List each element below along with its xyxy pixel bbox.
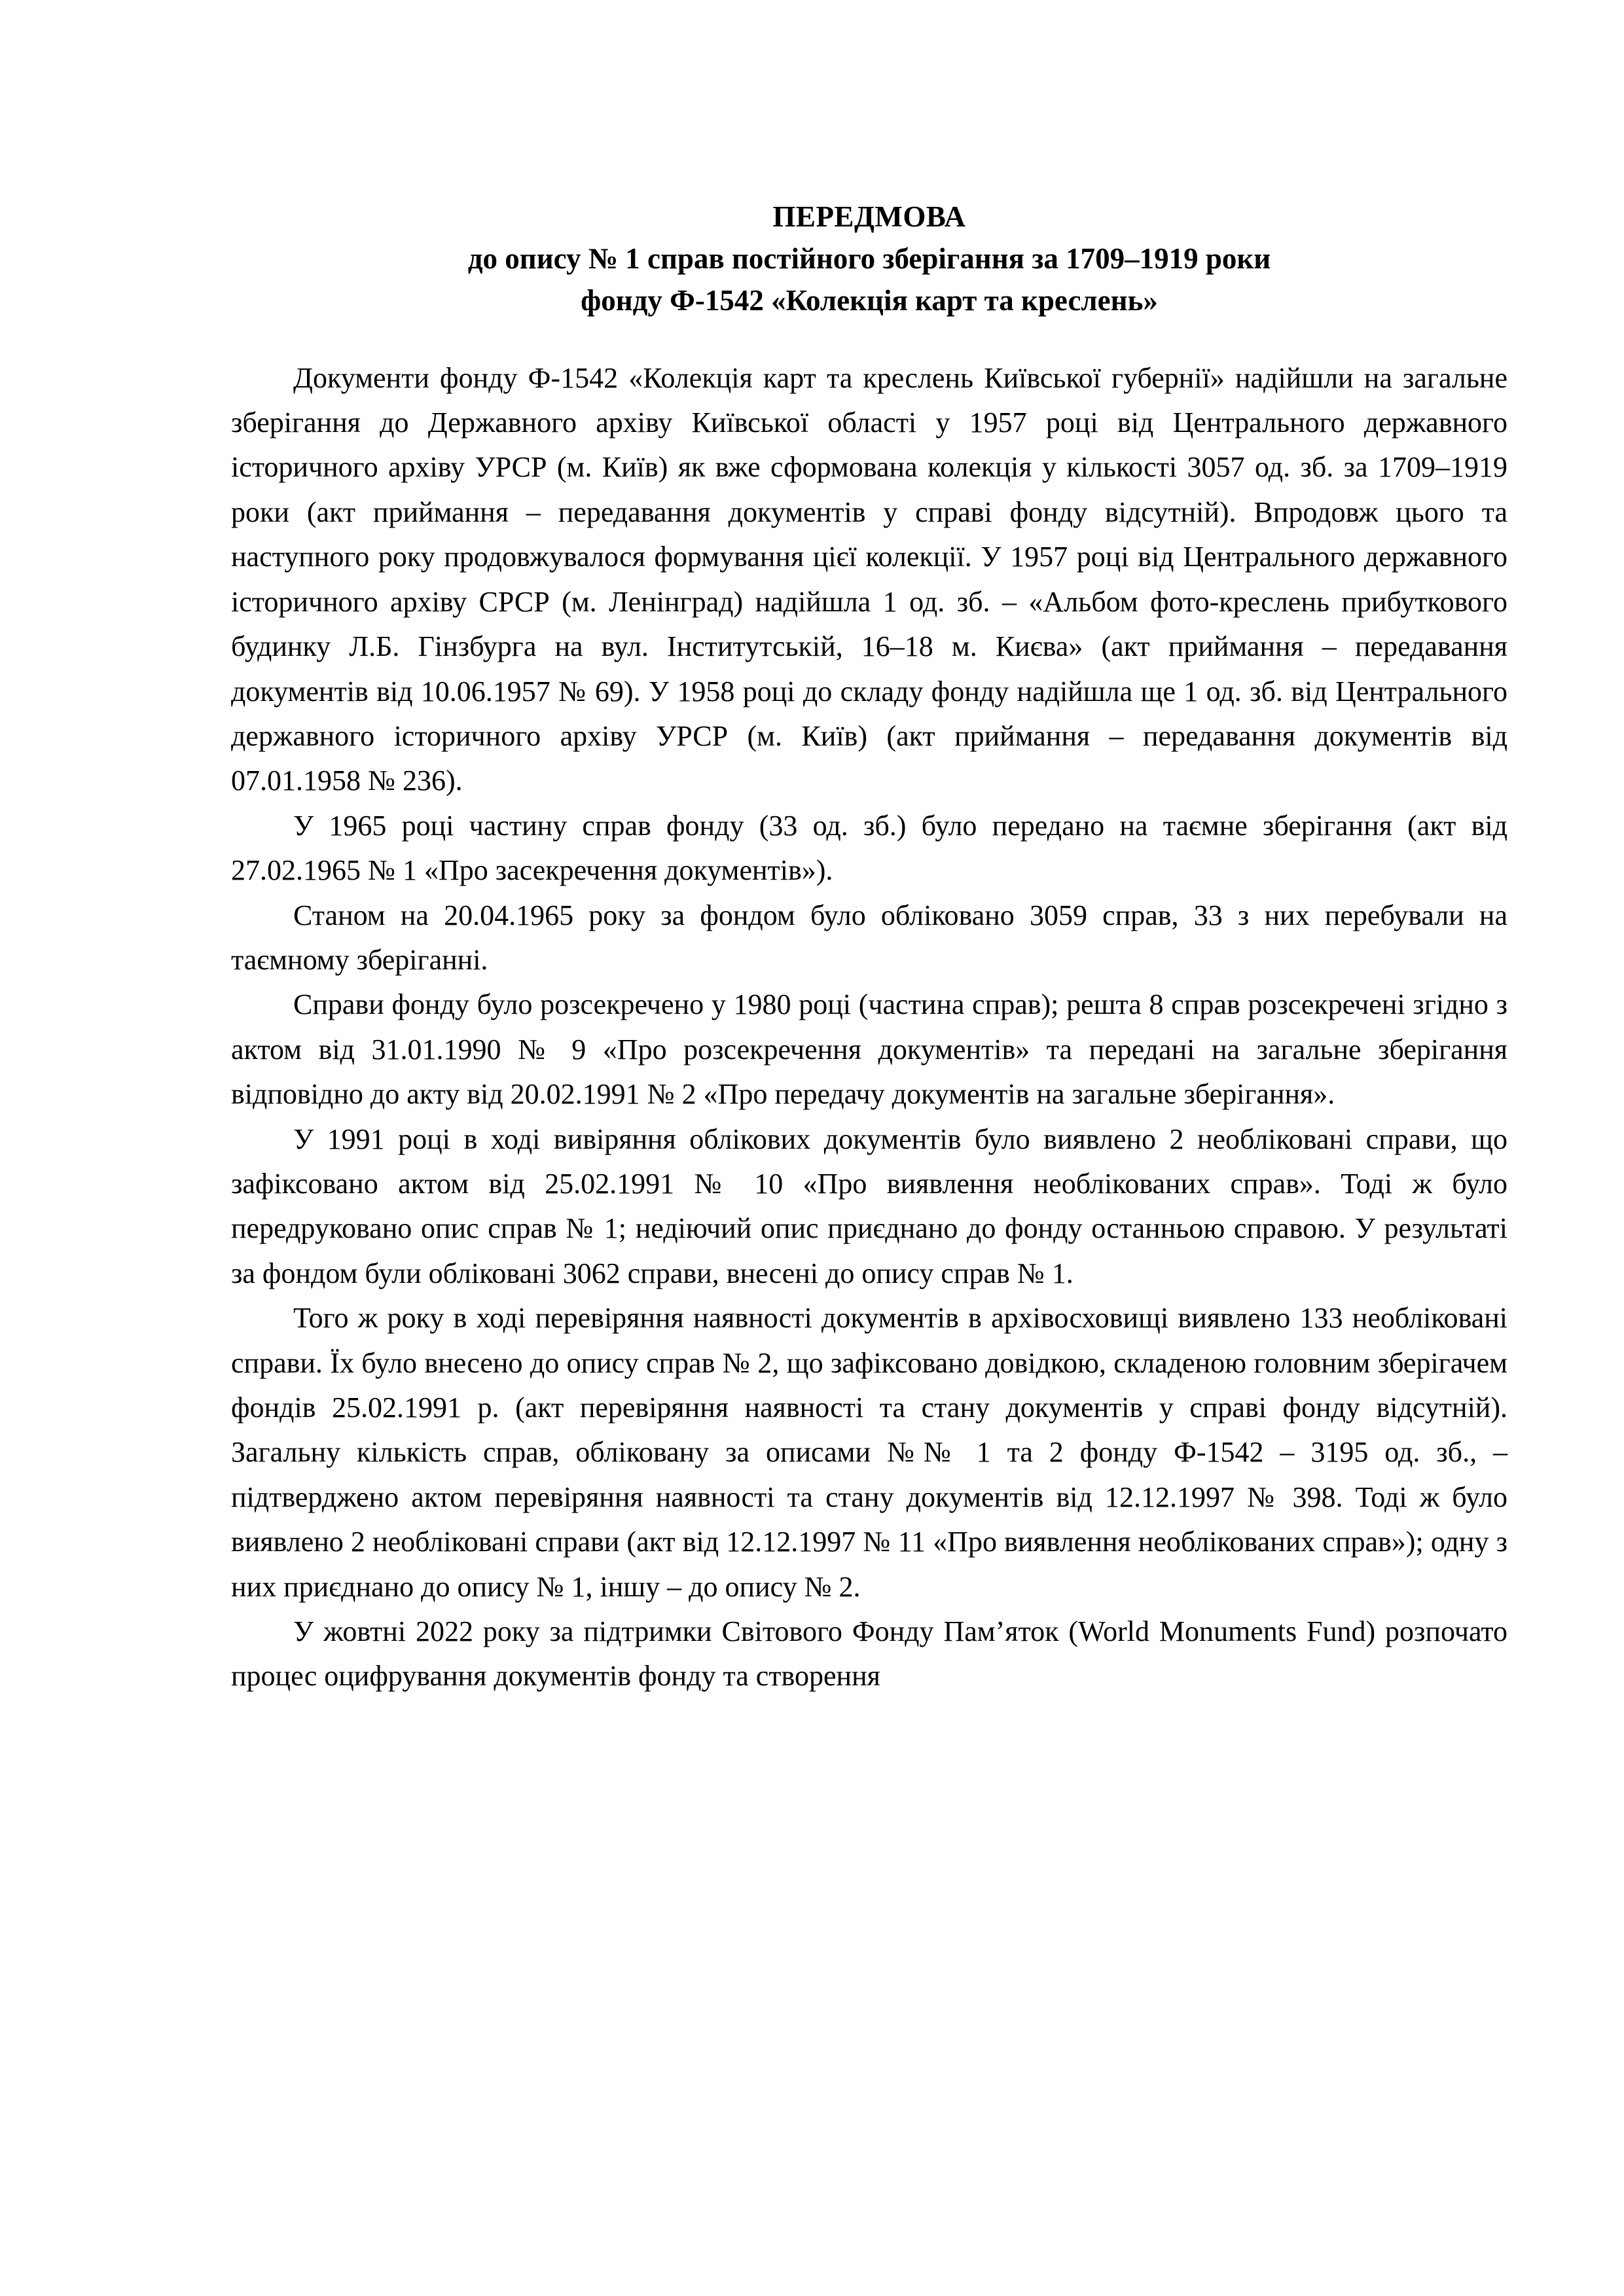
title-line-3: фонду Ф-1542 «Колекція карт та креслень» (581, 283, 1158, 317)
paragraph-7: У жовтні 2022 року за підтримки Світового Фонду Пам’яток (World Monuments Fund) розпочато процес оцифрування документів фонду та створення (231, 1615, 1507, 1693)
paragraph-6: Того ж року в ході перевіряння наявності документів в архівосховищі виявлено 133 необліковані справи. Їх було внесено до опису справ № 2, що зафіксовано довідкою, складеною головним зберігачем фондів 25.02.1991 р. (акт перевіряння наявності та стану документів у справі фонду відсутній). Загальну кількість справ, обліковану за описами №№ 1 та 2 фонду Ф-1542 – 3195 од. зб., – підтверджено актом перевіряння наявності та стану документів від 12.12.1997 № 398. Тоді ж було виявлено 2 необліковані справи (акт від 12.12.1997 № 11 «Про виявлення необлікованих справ»); одну з них приєднано до опису № 1, іншу – до опису № 2. (231, 1302, 1507, 1603)
paragraph-4: Справи фонду було розсекречено у 1980 році (частина справ); решта 8 справ розсекречені згідно з актом від 31.01.1990 № 9 «Про розсекречення документів» та передані на загальне зберігання відповідно до акту від 20.02.1991 № 2 «Про передачу документів на загальне зберігання». (231, 988, 1507, 1111)
paragraph-2: У 1965 році частину справ фонду (33 од. зб.) було передано на таємне зберігання (акт від 27.02.1965 № 1 «Про засекречення документів»). (231, 809, 1507, 887)
paragraph-1: Документи фонду Ф-1542 «Колекція карт та креслень Київської губернії» надійшли на загальне зберігання до Державного архіву Київської області у 1957 році від Центрального державного історичного архіву УРСР (м. Київ) як вже сформована колекція у кількості 3057 од. зб. за 1709–1919 роки (акт приймання – передавання документів у справі фонду відсутній). Впродовж цього та наступного року продовжувалося формування цієї колекції. У 1957 році від Центрального державного історичного архіву СРСР (м. Ленінград) надійшла 1 од. зб. – «Альбом фото-креслень прибуткового будинку Л.Б. Гінзбурга на вул. Інститутській, 16–18 м. Києва» (акт приймання – передавання документів від 10.06.1957 № 69). У 1958 році до складу фонду надійшла ще 1 од. зб. від Центрального державного історичного архіву УРСР (м. Київ) (акт приймання – передавання документів від 07.01.1958 № 236). (231, 361, 1507, 797)
page-title (231, 196, 1507, 322)
title-line-2: до опису № 1 справ постійного зберігання за 1709–1919 роки (467, 242, 1271, 275)
paragraph-3: Станом на 20.04.1965 року за фондом було обліковано 3059 справ, 33 з них перебували на таємному зберіганні. (231, 899, 1507, 976)
page-content (231, 196, 1507, 1699)
paragraph-5: У 1991 році в ході вивіряння облікових документів було виявлено 2 необліковані справи, що зафіксовано актом від 25.02.1991 № 10 «Про виявлення необлікованих справ». Тоді ж було передруковано опис справ № 1; недіючий опис приєднано до фонду останньою справою. У результаті за фондом були обліковані 3062 справи, внесені до опису справ № 1. (231, 1122, 1507, 1289)
title-line-1: ПЕРЕДМОВА (772, 200, 966, 233)
body-text (231, 356, 1507, 1699)
